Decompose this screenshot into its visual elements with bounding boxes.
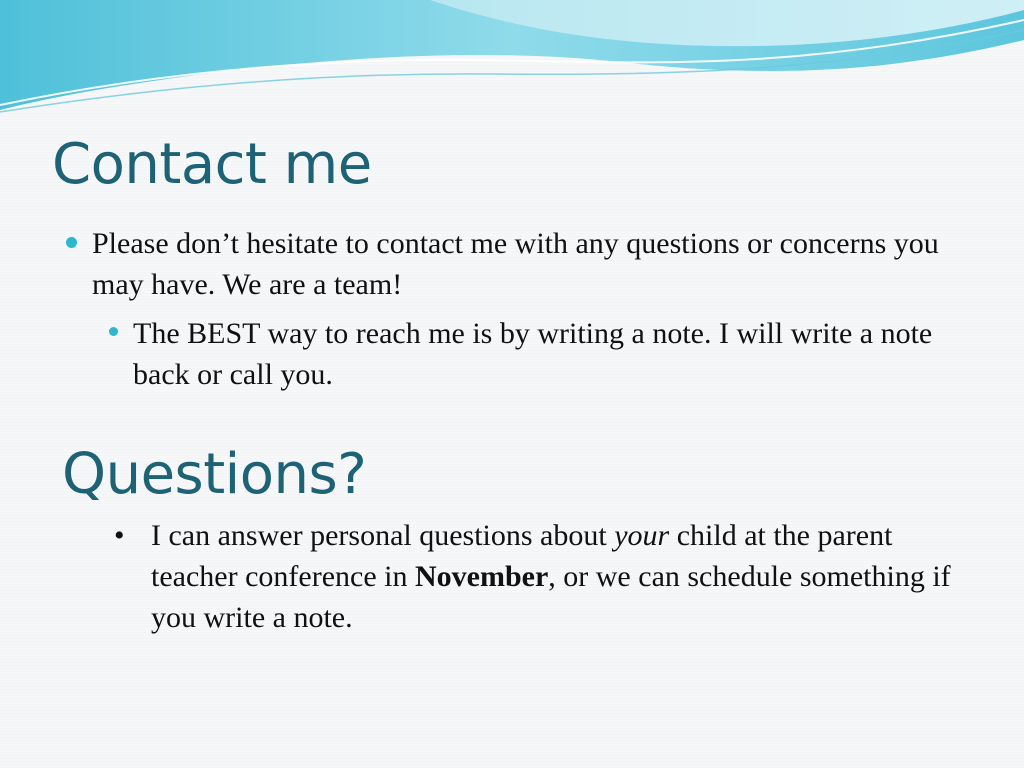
- questions-text-part-3: child at the parent teacher conference in: [151, 519, 893, 593]
- questions-text-november: November: [414, 560, 549, 593]
- questions-text-part-1: I can answer personal questions about: [151, 519, 615, 552]
- contact-bullet-1: Please don’t hesitate to contact me with any questions or concerns you may have. We are a team!: [92, 227, 939, 301]
- slide-title-questions: Questions?: [62, 442, 367, 507]
- questions-bullet: [151, 515, 971, 638]
- contact-bullet-2: The BEST way to reach me is by writing a note. I will write a note back or call you.: [133, 317, 933, 391]
- questions-text-part-5: , or we can schedule something if you write a note.: [151, 560, 951, 634]
- bullet-dot-icon: [66, 237, 77, 248]
- questions-text-your: your: [614, 519, 670, 552]
- slide-title-contact: Contact me: [52, 132, 372, 197]
- bullet-dot-icon: [109, 327, 118, 336]
- bullet-marker: •: [114, 519, 125, 552]
- wave-header-decoration: [0, 0, 1024, 130]
